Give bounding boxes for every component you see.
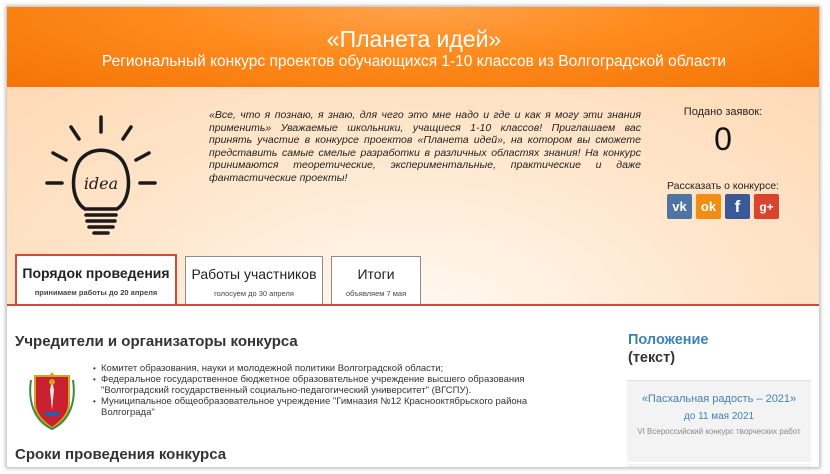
- social-share-buttons: [667, 194, 779, 219]
- tab-label: Работы участников: [191, 266, 317, 282]
- hero-section: [7, 87, 820, 305]
- organizers-list: [93, 363, 563, 418]
- volgograd-emblem-icon: [29, 370, 75, 430]
- share-label: Рассказать о конкурсе:: [667, 180, 779, 192]
- google-plus-icon[interactable]: g+: [754, 194, 779, 219]
- list-item: • Комитет образования, науки и молодежной политики Волгоградской области;: [93, 363, 563, 374]
- news-card-next: [627, 464, 811, 468]
- main-content: [7, 306, 820, 468]
- tab-results[interactable]: [331, 256, 421, 304]
- page-title: «Планета идей»: [326, 26, 502, 52]
- list-item: • Муниципальное общеобразовательное учреждение "Гимназия №12 Краснооктябрьского района Волгограда": [93, 396, 563, 418]
- rules-note: (текст): [628, 350, 676, 366]
- tab-sublabel: голосуем до 30 апреля: [214, 289, 294, 298]
- tab-label: Порядок проведения: [22, 265, 170, 281]
- news-date: до 11 мая 2021: [683, 411, 755, 422]
- tab-procedure[interactable]: [15, 254, 177, 304]
- intro-quote: «Все, что я познаю, я знаю, для чего это мне надо и где и как я могу эти знания применить» Уважаемые школьники, учащиеся 1-10 классов! Приглашаем вас принять участие в конкурсе проектов «Планета идей», на котором вы сможете представить самые смелые разработки в различных областях знания! На конкурс принимаются теоретические, экспериментальные, практические и даже фантастические проекты!: [209, 109, 641, 184]
- odnoklassniki-icon[interactable]: ok: [696, 194, 721, 219]
- tab-participant-works[interactable]: [185, 256, 323, 304]
- rules-link[interactable]: Положение: [628, 332, 709, 348]
- facebook-icon[interactable]: f: [725, 194, 750, 219]
- logo-text: idea: [83, 174, 119, 193]
- applications-label: Подано заявок:: [683, 106, 763, 118]
- list-item: • Федеральное государственное бюджетное образовательное учреждение высшего образования "Волгоградский государственный социально-педагогический университет" (ВГСПУ).: [93, 374, 563, 396]
- tab-label: Итоги: [357, 266, 395, 282]
- tab-sublabel: принимаем работы до 20 апреля: [34, 288, 158, 297]
- page-subtitle: Региональный конкурс проектов обучающихся 1-10 классов из Волгоградской области: [101, 53, 727, 70]
- dates-heading: Сроки проведения конкурса: [15, 446, 227, 463]
- news-title[interactable]: «Пасхальная радость – 2021»: [641, 393, 797, 405]
- stage-tabs: [15, 256, 421, 304]
- applications-count: 0: [714, 121, 732, 157]
- vk-icon[interactable]: vk: [667, 194, 692, 219]
- page-frame: [6, 6, 820, 468]
- tab-sublabel: объявляем 7 мая: [345, 289, 407, 298]
- sidebar: [619, 306, 805, 468]
- idea-lightbulb-icon: [41, 115, 161, 235]
- news-card[interactable]: [627, 380, 811, 462]
- header-banner: [7, 7, 820, 87]
- news-description: VI Всероссийский конкурс творческих работ: [637, 427, 801, 436]
- organizers-heading: Учредители и организаторы конкурса: [15, 333, 298, 350]
